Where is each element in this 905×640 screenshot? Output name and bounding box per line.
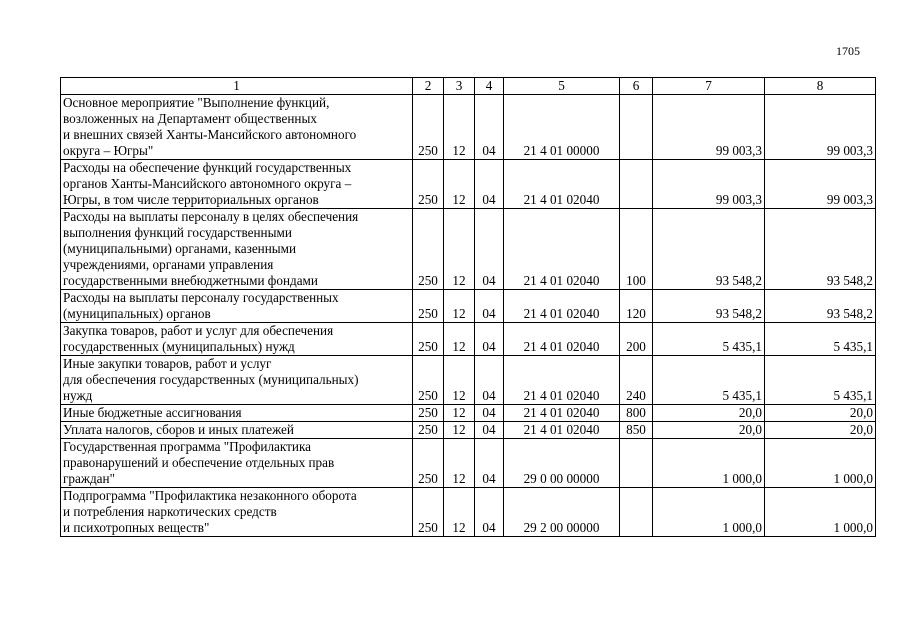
row-name-line: Расходы на обеспечение функций государственных [63,160,352,175]
row-name-line: правонарушений и обеспечение отдельных прав [63,455,335,470]
row-name [61,290,413,323]
table-row [61,160,876,209]
row-name [61,405,413,422]
cell-expense-type: 240 [620,356,653,405]
row-name [61,209,413,290]
cell-expense-type: 100 [620,209,653,290]
cell-amount-2: 5 435,1 [765,356,876,405]
cell-amount-2: 20,0 [765,422,876,439]
cell-amount-1: 93 548,2 [653,209,765,290]
row-name [61,356,413,405]
row-name-line: Основное мероприятие "Выполнение функций, [63,95,330,110]
cell-subsection: 04 [475,405,504,422]
row-name-line: Подпрограмма "Профилактика незаконного оборота [63,488,357,503]
column-header: 6 [620,78,653,95]
cell-expense-type: 800 [620,405,653,422]
column-header: 4 [475,78,504,95]
table-row [61,488,876,537]
row-name-line: (муниципальными) органами, казенными [63,241,297,256]
column-header: 3 [444,78,475,95]
cell-subsection: 04 [475,95,504,160]
cell-target-article: 21 4 01 00000 [504,95,620,160]
cell-target-article: 21 4 01 02040 [504,160,620,209]
cell-admin-code: 250 [413,488,444,537]
row-name [61,95,413,160]
cell-admin-code: 250 [413,95,444,160]
cell-admin-code: 250 [413,160,444,209]
cell-amount-1: 20,0 [653,422,765,439]
cell-amount-2: 1 000,0 [765,488,876,537]
cell-expense-type [620,488,653,537]
cell-amount-2: 93 548,2 [765,209,876,290]
cell-subsection: 04 [475,209,504,290]
cell-section: 12 [444,488,475,537]
cell-admin-code: 250 [413,209,444,290]
row-name-line: (муниципальных) органов [63,306,211,321]
cell-expense-type [620,95,653,160]
cell-section: 12 [444,160,475,209]
cell-target-article: 21 4 01 02040 [504,422,620,439]
cell-target-article: 29 2 00 00000 [504,488,620,537]
row-name-line: и психотропных веществ" [63,520,210,535]
cell-amount-1: 93 548,2 [653,290,765,323]
cell-target-article: 21 4 01 02040 [504,290,620,323]
table-row [61,209,876,290]
table-row [61,405,876,422]
cell-subsection: 04 [475,439,504,488]
row-name-line: нужд [63,388,93,403]
cell-section: 12 [444,290,475,323]
cell-subsection: 04 [475,323,504,356]
cell-amount-1: 5 435,1 [653,356,765,405]
cell-expense-type: 200 [620,323,653,356]
cell-subsection: 04 [475,160,504,209]
row-name-line: государственных (муниципальных) нужд [63,339,295,354]
cell-amount-2: 99 003,3 [765,160,876,209]
table-row [61,290,876,323]
row-name-line: граждан" [63,471,115,486]
row-name [61,422,413,439]
row-name-line: Расходы на выплаты персоналу государственных [63,290,339,305]
cell-amount-1: 99 003,3 [653,160,765,209]
column-header: 2 [413,78,444,95]
cell-admin-code: 250 [413,356,444,405]
cell-section: 12 [444,439,475,488]
cell-subsection: 04 [475,422,504,439]
table-row [61,356,876,405]
row-name-line: выполнения функций государственными [63,225,292,240]
row-name-line: Уплата налогов, сборов и иных платежей [63,422,294,437]
cell-amount-2: 20,0 [765,405,876,422]
row-name-line: возложенных на Департамент общественных [63,111,317,126]
row-name-line: Иные бюджетные ассигнования [63,405,242,420]
cell-expense-type [620,160,653,209]
row-name-line: для обеспечения государственных (муниципальных) [63,372,359,387]
cell-target-article: 29 0 00 00000 [504,439,620,488]
cell-subsection: 04 [475,356,504,405]
row-name-line: учреждениями, органами управления [63,257,274,272]
cell-amount-1: 1 000,0 [653,488,765,537]
cell-amount-2: 99 003,3 [765,95,876,160]
cell-target-article: 21 4 01 02040 [504,323,620,356]
cell-admin-code: 250 [413,439,444,488]
column-header: 8 [765,78,876,95]
header-row [61,78,876,95]
table-row [61,422,876,439]
row-name-line: Государственная программа "Профилактика [63,439,312,454]
column-header: 5 [504,78,620,95]
budget-table [60,77,876,537]
cell-target-article: 21 4 01 02040 [504,405,620,422]
row-name-line: Закупка товаров, работ и услуг для обеспечения [63,323,334,338]
cell-expense-type [620,439,653,488]
row-name [61,488,413,537]
cell-admin-code: 250 [413,323,444,356]
row-name-line: и потребления наркотических средств [63,504,277,519]
cell-amount-2: 5 435,1 [765,323,876,356]
row-name-line: Югры, в том числе территориальных органов [63,192,319,207]
row-name-line: органов Ханты-Мансийского автономного округа – [63,176,352,191]
cell-target-article: 21 4 01 02040 [504,356,620,405]
table-row [61,439,876,488]
cell-amount-2: 93 548,2 [765,290,876,323]
cell-amount-1: 1 000,0 [653,439,765,488]
cell-expense-type: 120 [620,290,653,323]
cell-section: 12 [444,405,475,422]
cell-amount-1: 99 003,3 [653,95,765,160]
cell-admin-code: 250 [413,290,444,323]
cell-amount-1: 5 435,1 [653,323,765,356]
cell-target-article: 21 4 01 02040 [504,209,620,290]
cell-section: 12 [444,422,475,439]
column-header: 7 [653,78,765,95]
cell-section: 12 [444,356,475,405]
column-header: 1 [61,78,413,95]
table-row [61,95,876,160]
page-number: 1705 [836,44,860,58]
cell-amount-1: 20,0 [653,405,765,422]
row-name [61,160,413,209]
table-row [61,323,876,356]
cell-expense-type: 850 [620,422,653,439]
row-name [61,439,413,488]
cell-admin-code: 250 [413,405,444,422]
cell-section: 12 [444,95,475,160]
cell-subsection: 04 [475,488,504,537]
cell-section: 12 [444,323,475,356]
row-name-line: округа – Югры" [63,143,154,158]
row-name-line: государственными внебюджетными фондами [63,273,318,288]
row-name [61,323,413,356]
cell-admin-code: 250 [413,422,444,439]
cell-section: 12 [444,209,475,290]
cell-amount-2: 1 000,0 [765,439,876,488]
cell-subsection: 04 [475,290,504,323]
row-name-line: Расходы на выплаты персоналу в целях обеспечения [63,209,359,224]
row-name-line: Иные закупки товаров, работ и услуг [63,356,272,371]
row-name-line: и внешних связей Ханты-Мансийского автономного [63,127,357,142]
